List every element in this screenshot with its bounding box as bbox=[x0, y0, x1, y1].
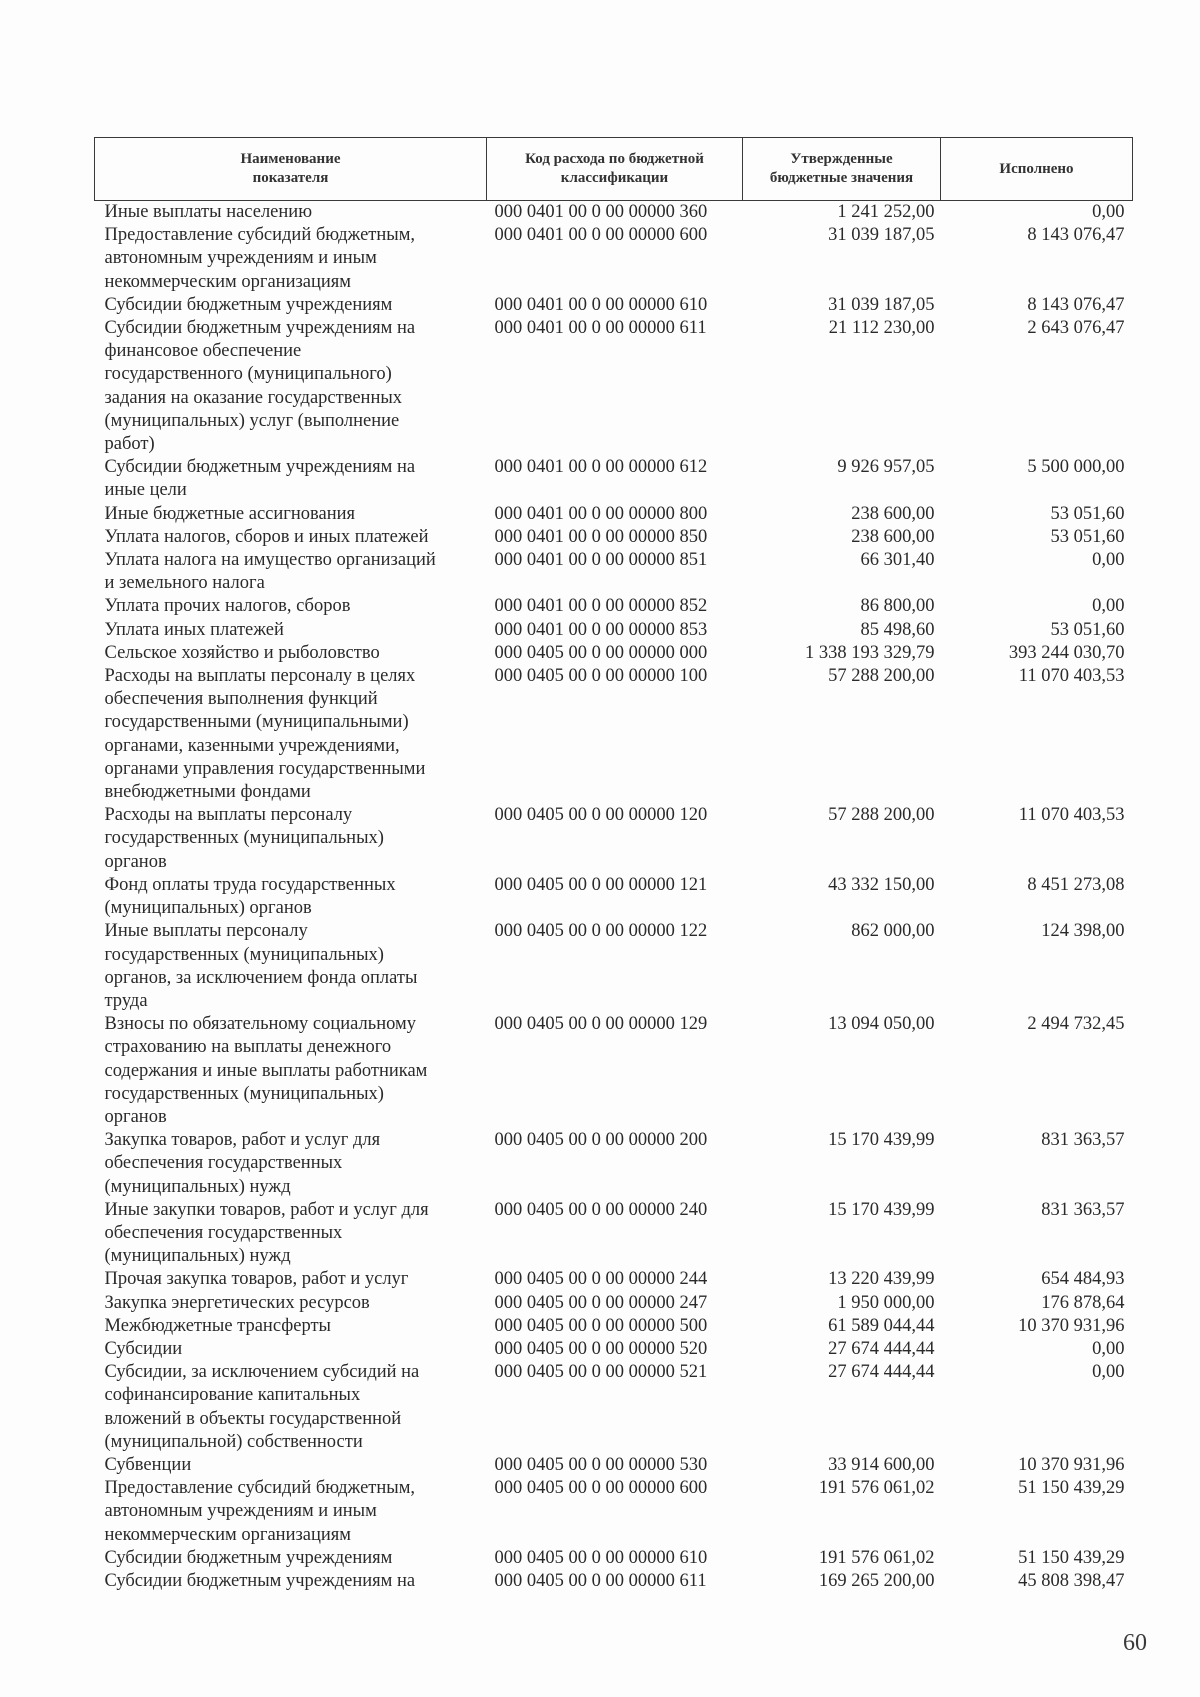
expense-code-cell: 000 0405 00 0 00 00000 520 bbox=[494, 1338, 708, 1359]
indicator-name-cell bbox=[95, 1338, 487, 1361]
table-row bbox=[95, 1547, 1133, 1570]
indicator-name-line: Межбюджетные трансферты bbox=[104, 1315, 331, 1336]
header-text: классификации bbox=[560, 170, 669, 186]
indicator-name-cell bbox=[95, 1315, 487, 1338]
indicator-name-cell bbox=[95, 294, 487, 317]
approved-value-cell: 1 950 000,00 bbox=[837, 1292, 935, 1313]
expense-code-cell: 000 0405 00 0 00 00000 247 bbox=[494, 1292, 708, 1313]
expense-code-cell: 000 0405 00 0 00 00000 521 bbox=[494, 1362, 708, 1383]
indicator-name-line: страхованию на выплаты денежного bbox=[104, 1037, 392, 1058]
indicator-name-line: органов, за исключением фонда оплаты bbox=[104, 967, 418, 988]
approved-value-cell: 85 498,60 bbox=[860, 619, 935, 640]
approved-value-cell: 86 800,00 bbox=[860, 596, 935, 617]
expense-code-cell: 000 0405 00 0 00 00000 121 bbox=[494, 874, 708, 895]
expense-code-cell: 000 0405 00 0 00 00000 120 bbox=[494, 805, 708, 826]
approved-value-cell: 13 094 050,00 bbox=[828, 1014, 935, 1035]
indicator-name-line: Предоставление субсидий бюджетным, bbox=[104, 1478, 416, 1499]
indicator-name-line: органами, казенными учреждениями, bbox=[104, 735, 400, 756]
expense-code-cell: 000 0405 00 0 00 00000 500 bbox=[494, 1315, 708, 1336]
page-number: 60 bbox=[1123, 1630, 1147, 1656]
header-text: бюджетные значения bbox=[769, 170, 914, 186]
expense-code-cell: 000 0401 00 0 00 00000 800 bbox=[494, 503, 708, 524]
executed-value-cell: 831 363,57 bbox=[1041, 1130, 1125, 1151]
indicator-name-line: Расходы на выплаты персоналу bbox=[104, 805, 353, 826]
executed-value-cell: 124 398,00 bbox=[1041, 921, 1125, 942]
expense-code-cell: 000 0405 00 0 00 00000 600 bbox=[494, 1478, 708, 1499]
approved-value-cell: 862 000,00 bbox=[851, 921, 935, 942]
approved-value-cell: 1 241 252,00 bbox=[837, 202, 935, 222]
approved-value-cell: 169 265 200,00 bbox=[818, 1570, 935, 1591]
expense-code-cell: 000 0401 00 0 00 00000 610 bbox=[494, 294, 708, 315]
indicator-name-line: Субвенции bbox=[104, 1454, 192, 1475]
indicator-name-cell bbox=[95, 317, 487, 456]
table-row bbox=[95, 456, 1133, 502]
indicator-name-cell bbox=[95, 1129, 487, 1199]
indicator-name-cell bbox=[95, 804, 487, 874]
indicator-name-line: государственного (муниципального) bbox=[104, 364, 392, 385]
indicator-name-line: (муниципальных) нужд bbox=[104, 1176, 291, 1197]
table-row bbox=[95, 874, 1133, 920]
approved-value-cell: 1 338 193 329,79 bbox=[805, 642, 935, 663]
budget-execution-table bbox=[94, 137, 1133, 1593]
indicator-name-line: Расходы на выплаты персоналу в целях bbox=[104, 666, 416, 687]
expense-code-cell: 000 0401 00 0 00 00000 600 bbox=[494, 225, 708, 246]
indicator-name-cell bbox=[95, 595, 487, 618]
indicator-name-cell bbox=[95, 1454, 487, 1477]
approved-value-cell: 57 288 200,00 bbox=[828, 666, 935, 687]
indicator-name-line: вложений в объекты государственной bbox=[104, 1408, 402, 1429]
indicator-name-line: органов bbox=[104, 851, 167, 872]
expense-code-cell: 000 0405 00 0 00 00000 244 bbox=[494, 1269, 708, 1290]
budget-table-container bbox=[94, 137, 1132, 1593]
indicator-name-line: финансовое обеспечение bbox=[104, 341, 302, 362]
table-row bbox=[95, 294, 1133, 317]
table-row bbox=[95, 804, 1133, 874]
indicator-name-line: некоммерческим организациям bbox=[104, 1524, 352, 1545]
executed-value-cell: 393 244 030,70 bbox=[1008, 642, 1125, 663]
indicator-name-line: Уплата прочих налогов, сборов bbox=[104, 596, 351, 617]
executed-value-cell: 45 808 398,47 bbox=[1018, 1570, 1125, 1591]
indicator-name-cell bbox=[95, 526, 487, 549]
table-row bbox=[95, 920, 1133, 1013]
indicator-name-line: софинансирование капитальных bbox=[104, 1385, 361, 1406]
expense-code-cell: 000 0405 00 0 00 00000 122 bbox=[494, 921, 708, 942]
approved-value-cell: 61 589 044,44 bbox=[828, 1315, 935, 1336]
table-row bbox=[95, 1268, 1133, 1291]
expense-code-cell: 000 0401 00 0 00 00000 853 bbox=[494, 619, 708, 640]
indicator-name-line: Уплата налогов, сборов и иных платежей bbox=[104, 526, 429, 547]
executed-value-cell: 5 500 000,00 bbox=[1027, 457, 1125, 478]
indicator-name-line: автономным учреждениям и иным bbox=[104, 1501, 377, 1522]
expense-code-cell: 000 0405 00 0 00 00000 530 bbox=[494, 1454, 708, 1475]
header-indicator-name bbox=[95, 138, 487, 201]
approved-value-cell: 57 288 200,00 bbox=[828, 805, 935, 826]
indicator-name-cell bbox=[95, 1292, 487, 1315]
indicator-name-line: государственных (муниципальных) bbox=[104, 828, 384, 849]
executed-value-cell: 0,00 bbox=[1092, 550, 1125, 571]
indicator-name-line: задания на оказание государственных bbox=[104, 387, 403, 408]
approved-value-cell: 66 301,40 bbox=[860, 550, 935, 571]
table-body bbox=[95, 201, 1133, 1594]
expense-code-cell: 000 0405 00 0 00 00000 610 bbox=[494, 1547, 708, 1568]
expense-code-cell: 000 0401 00 0 00 00000 850 bbox=[494, 526, 708, 547]
approved-value-cell: 15 170 439,99 bbox=[828, 1130, 935, 1151]
indicator-name-cell bbox=[95, 1570, 487, 1593]
indicator-name-line: и земельного налога bbox=[104, 573, 265, 594]
header-expense-code bbox=[487, 138, 743, 201]
indicator-name-line: государственных (муниципальных) bbox=[104, 1083, 384, 1104]
approved-value-cell: 27 674 444,44 bbox=[828, 1362, 935, 1383]
table-header bbox=[95, 138, 1133, 201]
table-row bbox=[95, 1129, 1133, 1199]
indicator-name-line: Субсидии бюджетным учреждениям на bbox=[104, 318, 416, 339]
executed-value-cell: 0,00 bbox=[1092, 1338, 1125, 1359]
approved-value-cell: 238 600,00 bbox=[851, 526, 935, 547]
indicator-name-line: Иные закупки товаров, работ и услуг для bbox=[104, 1199, 429, 1220]
indicator-name-line: внебюджетными фондами bbox=[104, 782, 311, 803]
executed-value-cell: 8 143 076,47 bbox=[1027, 294, 1125, 315]
header-text: Утвержденные bbox=[790, 151, 893, 167]
header-executed bbox=[941, 138, 1133, 201]
executed-value-cell: 2 494 732,45 bbox=[1027, 1014, 1125, 1035]
indicator-name-line: Предоставление субсидий бюджетным, bbox=[104, 225, 416, 246]
executed-value-cell: 831 363,57 bbox=[1041, 1199, 1125, 1220]
approved-value-cell: 31 039 187,05 bbox=[828, 225, 935, 246]
indicator-name-line: Закупка энергетических ресурсов bbox=[104, 1292, 370, 1313]
table-row bbox=[95, 619, 1133, 642]
indicator-name-line: работ) bbox=[104, 434, 155, 455]
executed-value-cell: 11 070 403,53 bbox=[1018, 805, 1125, 826]
indicator-name-line: труда bbox=[104, 990, 148, 1011]
table-row bbox=[95, 224, 1133, 294]
indicator-name-cell bbox=[95, 619, 487, 642]
indicator-name-cell bbox=[95, 224, 487, 294]
indicator-name-line: Субсидии бюджетным учреждениям на bbox=[104, 457, 416, 478]
indicator-name-cell bbox=[95, 920, 487, 1013]
table-row bbox=[95, 1013, 1133, 1129]
approved-value-cell: 13 220 439,99 bbox=[828, 1269, 935, 1290]
executed-value-cell: 10 370 931,96 bbox=[1018, 1315, 1125, 1336]
table-row bbox=[95, 1199, 1133, 1269]
indicator-name-cell bbox=[95, 1199, 487, 1269]
indicator-name-cell bbox=[95, 665, 487, 804]
executed-value-cell: 0,00 bbox=[1092, 202, 1125, 222]
approved-value-cell: 15 170 439,99 bbox=[828, 1199, 935, 1220]
indicator-name-line: Уплата налога на имущество организаций bbox=[104, 550, 436, 571]
table-row bbox=[95, 1570, 1133, 1593]
expense-code-cell: 000 0401 00 0 00 00000 852 bbox=[494, 596, 708, 617]
indicator-name-cell bbox=[95, 503, 487, 526]
approved-value-cell: 191 576 061,02 bbox=[818, 1478, 935, 1499]
table-row bbox=[95, 1361, 1133, 1454]
table-row bbox=[95, 642, 1133, 665]
executed-value-cell: 0,00 bbox=[1092, 596, 1125, 617]
table-row bbox=[95, 665, 1133, 804]
executed-value-cell: 10 370 931,96 bbox=[1018, 1454, 1125, 1475]
approved-value-cell: 9 926 957,05 bbox=[837, 457, 935, 478]
executed-value-cell: 8 451 273,08 bbox=[1027, 874, 1125, 895]
indicator-name-line: Иные выплаты населению bbox=[104, 202, 313, 222]
indicator-name-line: обеспечения выполнения функций bbox=[104, 689, 378, 710]
expense-code-cell: 000 0405 00 0 00 00000 200 bbox=[494, 1130, 708, 1151]
executed-value-cell: 53 051,60 bbox=[1050, 526, 1125, 547]
table-row bbox=[95, 526, 1133, 549]
indicator-name-line: Фонд оплаты труда государственных bbox=[104, 874, 396, 895]
executed-value-cell: 8 143 076,47 bbox=[1027, 225, 1125, 246]
executed-value-cell: 0,00 bbox=[1092, 1362, 1125, 1383]
indicator-name-line: государственными (муниципальными) bbox=[104, 712, 409, 733]
approved-value-cell: 238 600,00 bbox=[851, 503, 935, 524]
expense-code-cell: 000 0405 00 0 00 00000 100 bbox=[494, 666, 708, 687]
table-row bbox=[95, 1477, 1133, 1547]
indicator-name-line: автономным учреждениям и иным bbox=[104, 248, 377, 269]
indicator-name-cell bbox=[95, 456, 487, 502]
expense-code-cell: 000 0401 00 0 00 00000 851 bbox=[494, 550, 708, 571]
indicator-name-line: некоммерческим организациям bbox=[104, 271, 352, 292]
indicator-name-cell bbox=[95, 642, 487, 665]
indicator-name-line: Субсидии бюджетным учреждениям bbox=[104, 1547, 393, 1568]
indicator-name-line: (муниципальных) органов bbox=[104, 898, 312, 919]
executed-value-cell: 51 150 439,29 bbox=[1018, 1478, 1125, 1499]
header-text: показателя bbox=[252, 170, 329, 186]
indicator-name-line: Взносы по обязательному социальному bbox=[104, 1014, 416, 1035]
expense-code-cell: 000 0405 00 0 00 00000 611 bbox=[494, 1570, 707, 1591]
indicator-name-cell bbox=[95, 1477, 487, 1547]
executed-value-cell: 53 051,60 bbox=[1050, 619, 1125, 640]
indicator-name-line: содержания и иные выплаты работникам bbox=[104, 1060, 428, 1081]
indicator-name-line: государственных (муниципальных) bbox=[104, 944, 384, 965]
table-row bbox=[95, 503, 1133, 526]
indicator-name-cell bbox=[95, 1013, 487, 1129]
approved-value-cell: 33 914 600,00 bbox=[828, 1454, 935, 1475]
indicator-name-line: обеспечения государственных bbox=[104, 1222, 343, 1243]
indicator-name-line: органов bbox=[104, 1106, 167, 1127]
executed-value-cell: 51 150 439,29 bbox=[1018, 1547, 1125, 1568]
indicator-name-line: обеспечения государственных bbox=[104, 1153, 343, 1174]
header-row bbox=[95, 138, 1133, 201]
indicator-name-line: Субсидии бюджетным учреждениям bbox=[104, 294, 393, 315]
indicator-name-line: Иные бюджетные ассигнования bbox=[104, 503, 356, 524]
indicator-name-line: Уплата иных платежей bbox=[104, 619, 284, 640]
expense-code-cell: 000 0405 00 0 00 00000 000 bbox=[494, 642, 708, 663]
indicator-name-cell bbox=[95, 549, 487, 595]
executed-value-cell: 2 643 076,47 bbox=[1027, 318, 1125, 339]
table-row bbox=[95, 1338, 1133, 1361]
approved-value-cell: 27 674 444,44 bbox=[828, 1338, 935, 1359]
executed-value-cell: 176 878,64 bbox=[1041, 1292, 1125, 1313]
indicator-name-line: (муниципальных) нужд bbox=[104, 1246, 291, 1267]
table-row bbox=[95, 201, 1133, 225]
indicator-name-line: органами управления государственными bbox=[104, 758, 426, 779]
table-row bbox=[95, 1454, 1133, 1477]
expense-code-cell: 000 0405 00 0 00 00000 240 bbox=[494, 1199, 708, 1220]
indicator-name-line: Иные выплаты персоналу bbox=[104, 921, 308, 942]
indicator-name-line: Закупка товаров, работ и услуг для bbox=[104, 1130, 381, 1151]
expense-code-cell: 000 0401 00 0 00 00000 611 bbox=[494, 318, 707, 339]
indicator-name-line: Субсидии, за исключением субсидий на bbox=[104, 1362, 420, 1383]
executed-value-cell: 654 484,93 bbox=[1041, 1269, 1125, 1290]
approved-value-cell: 21 112 230,00 bbox=[828, 318, 935, 339]
approved-value-cell: 43 332 150,00 bbox=[828, 874, 935, 895]
table-row bbox=[95, 549, 1133, 595]
header-approved-values bbox=[743, 138, 941, 201]
expense-code-cell: 000 0401 00 0 00 00000 612 bbox=[494, 457, 708, 478]
indicator-name-cell bbox=[95, 1361, 487, 1454]
indicator-name-line: (муниципальной) собственности bbox=[104, 1431, 363, 1452]
indicator-name-line: Субсидии бюджетным учреждениям на bbox=[104, 1570, 416, 1591]
header-text: Код расхода по бюджетной bbox=[525, 151, 704, 167]
indicator-name-line: (муниципальных) услуг (выполнение bbox=[104, 410, 400, 431]
expense-code-cell: 000 0401 00 0 00 00000 360 bbox=[494, 202, 708, 222]
header-text: Наименование bbox=[240, 151, 341, 167]
table-row bbox=[95, 317, 1133, 456]
approved-value-cell: 31 039 187,05 bbox=[828, 294, 935, 315]
expense-code-cell: 000 0405 00 0 00 00000 129 bbox=[494, 1014, 708, 1035]
indicator-name-cell bbox=[95, 201, 487, 225]
indicator-name-cell bbox=[95, 1547, 487, 1570]
table-row bbox=[95, 595, 1133, 618]
table-row bbox=[95, 1315, 1133, 1338]
approved-value-cell: 191 576 061,02 bbox=[818, 1547, 935, 1568]
indicator-name-line: Прочая закупка товаров, работ и услуг bbox=[104, 1269, 409, 1290]
indicator-name-cell bbox=[95, 874, 487, 920]
table-row bbox=[95, 1292, 1133, 1315]
executed-value-cell: 11 070 403,53 bbox=[1018, 666, 1125, 687]
indicator-name-line: иные цели bbox=[104, 480, 187, 501]
indicator-name-line: Субсидии bbox=[104, 1338, 183, 1359]
indicator-name-cell bbox=[95, 1268, 487, 1291]
executed-value-cell: 53 051,60 bbox=[1050, 503, 1125, 524]
header-text: Исполнено bbox=[999, 160, 1074, 177]
indicator-name-line: Сельское хозяйство и рыболовство bbox=[104, 642, 380, 663]
